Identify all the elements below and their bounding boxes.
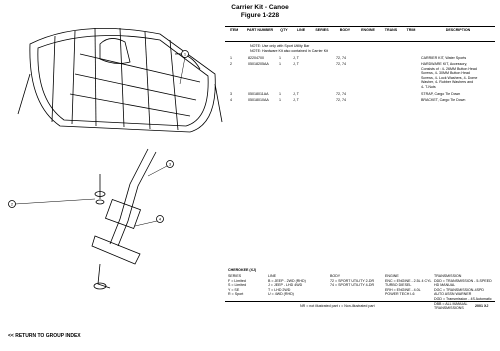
row-4-item: 4 xyxy=(230,98,232,102)
legend-series-line: S = Limited xyxy=(228,283,247,288)
legend-series-line: R = Sport xyxy=(228,292,244,297)
figure-number: Figure 1-228 xyxy=(240,12,280,19)
parts-table-header xyxy=(225,26,495,42)
legend-line-header: LINE xyxy=(268,274,276,278)
row-2-desc-3: Screws, 4- 30MM Button Head xyxy=(421,71,470,76)
row-1-qty: 1 xyxy=(279,56,281,60)
callout-4-label: 4 xyxy=(158,216,162,222)
col-series: SERIES xyxy=(315,28,329,32)
note-2: NOTE: Hardware Kit also contained in Carrier Kit xyxy=(250,48,328,53)
row-2-body: 72, 74 xyxy=(336,62,346,66)
legend-line-line: J = JEEP - LHD 4WD xyxy=(268,283,303,288)
row-2-desc-4: Screws, 4- Lock Washers, 4- Dome xyxy=(421,75,478,80)
row-2-item: 2 xyxy=(230,62,232,66)
col-qty: QTY xyxy=(280,28,288,32)
legend-series-header: SERIES xyxy=(228,274,242,278)
legend-engine-line: ERH = ENGINE - 4.0L xyxy=(385,287,421,292)
footer-divider xyxy=(225,301,495,302)
legend-body-line: 72 = SPORT UTILITY 2-DR xyxy=(330,278,375,283)
row-2-desc-1: HARDWARE KIT, Accessory, xyxy=(421,62,468,66)
col-body: BODY xyxy=(339,28,351,32)
legend-transmission-line: DGC = TRANSMISSION-4SPD xyxy=(434,287,484,292)
legend-series xyxy=(228,274,246,297)
col-part-number: PART NUMBER xyxy=(246,28,274,32)
legend-transmission-header: TRANSMISSION xyxy=(434,274,462,278)
legend-body-header: BODY xyxy=(330,274,341,278)
legend-line-line: U = 4WD (RHD) xyxy=(268,292,294,297)
legend-engine xyxy=(385,274,432,297)
row-4-desc-1: BRACKET, Cargo Tie Down xyxy=(421,98,466,102)
row-2-qty: 1 xyxy=(279,62,281,66)
legend-transmission-line: DBB = ALL MANUAL xyxy=(434,301,468,306)
row-1-part: 82204700 xyxy=(248,56,264,60)
callout-2-label: 2 xyxy=(10,201,14,207)
row-4-part: 05018010AA xyxy=(248,98,269,102)
row-1-line: J, T xyxy=(293,56,299,60)
footer-legend: NR = not illustrated part • = Non-illustrated part xyxy=(300,304,375,308)
legend-engine-line: TURBO DIESEL xyxy=(385,283,412,288)
row-2-desc-5: Washer, 4- Rubber Washers and xyxy=(421,80,474,85)
callout-3-label: 3 xyxy=(168,161,172,167)
row-3-desc-1: STRAP, Cargo Tie Down xyxy=(421,92,461,96)
row-3-part: 05018011AA xyxy=(248,92,269,96)
legend-engine-header: ENGINE xyxy=(385,274,399,278)
legend-line-line: B = JEEP - 2WD (RHD) xyxy=(268,278,306,283)
row-4-line: J, T xyxy=(293,98,299,102)
legend-transmission-line: AUTO ASSN WARNER xyxy=(434,292,472,297)
note-1: NOTE: Use only with Sport Utility Bar xyxy=(250,44,310,48)
legend-transmission-line: TRANSMISSIONS xyxy=(434,306,464,311)
return-to-group-index-link[interactable]: << RETURN TO GROUP INDEX xyxy=(8,333,81,339)
legend-series-line: F = Limited xyxy=(228,278,246,283)
carrier-kit-illustration xyxy=(0,14,225,304)
col-trim: TRIM xyxy=(406,28,416,32)
row-2-desc-6: 4- T-Nuts xyxy=(421,85,436,89)
row-3-body: 72, 74 xyxy=(336,92,346,96)
callout-1-label: 1 xyxy=(183,51,187,57)
col-item: ITEM xyxy=(229,28,239,32)
row-3-line: J, T xyxy=(293,92,299,96)
legend-body xyxy=(330,274,374,288)
title-line-1: Carrier Kit - Canoe xyxy=(231,4,289,11)
page-code: 2001 XJ xyxy=(475,304,489,308)
legend-transmission-line: DGD = Transmission - 4S Automatic xyxy=(434,296,492,301)
legend-line-line: T = LHD 2WD xyxy=(268,287,291,292)
col-line: LINE xyxy=(296,28,306,32)
model-heading: CHEROKEE (XJ) xyxy=(228,268,257,272)
col-trans: TRANS xyxy=(384,28,398,32)
row-3-qty: 1 xyxy=(279,92,281,96)
row-1-item: 1 xyxy=(230,56,232,60)
legend-engine-line: POWER TECH I-6 xyxy=(385,292,415,297)
row-2-line: J, T xyxy=(293,62,299,66)
legend-series-line: Y = SE xyxy=(228,287,240,292)
legend-body-line: 74 = SPORT UTILITY 4-DR xyxy=(330,283,375,288)
legend-transmission-line: DDD = TRANSMISSION - 5-SPEED xyxy=(434,278,492,283)
row-4-body: 72, 74 xyxy=(336,98,346,102)
row-1-body: 72, 74 xyxy=(336,56,346,60)
legend-line xyxy=(268,274,306,297)
col-engine: ENGINE xyxy=(361,28,375,32)
row-3-item: 3 xyxy=(230,92,232,96)
row-2-part: 05018205AA xyxy=(248,62,269,66)
row-2-desc-2: Consists of : 4- 26MM Button Head xyxy=(421,66,477,71)
legend-transmission-line: HD MANUAL xyxy=(434,283,456,288)
row-1-desc-1: CARRIER KIT, Water Sports xyxy=(421,56,467,60)
col-description: DESCRIPTION xyxy=(445,28,471,32)
row-4-qty: 1 xyxy=(279,98,281,102)
legend-engine-line: ENC = ENGINE - 2.5L 4 CYL xyxy=(385,278,432,283)
